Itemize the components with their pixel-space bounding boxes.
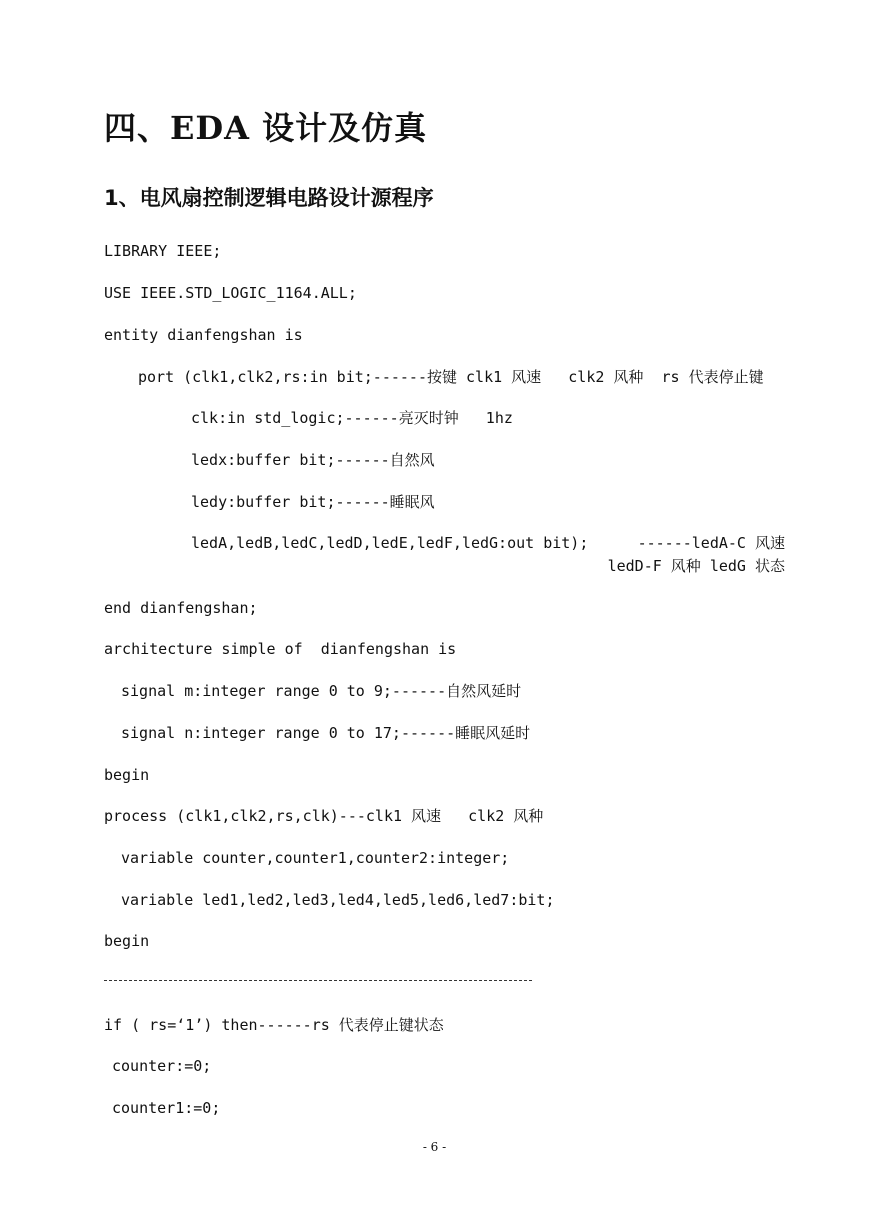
code-line: variable led1,led2,led3,led4,led5,led6,led7:bit; [121,891,555,909]
code-comment: ledD-F 风种 ledG 状态 [607,557,785,575]
code-line: signal m:integer range 0 to 9;------自然风延时 [121,682,522,700]
code-line: if ( rs=‘1’) then------rs 代表停止键状态 [104,1016,444,1034]
code-line: process (clk1,clk2,rs,clk)---clk1 风速 clk2 风种 [104,807,544,825]
section-heading: 四、EDA 设计及仿真 [104,109,428,147]
code-line: ledx:buffer bit;------自然风 [191,451,435,469]
code-line: LIBRARY IEEE; [104,242,222,260]
code-line: ledA,ledB,ledC,ledD,ledE,ledF,ledG:out bit); [191,534,589,552]
page-number: - 6 - [422,1140,447,1154]
code-line: entity dianfengshan is [104,326,303,344]
code-line: USE IEEE.STD_LOGIC_1164.ALL; [104,284,357,302]
code-line: port (clk1,clk2,rs:in bit;------按键 clk1 风速 clk2 风种 rs 代表停止键 [138,368,764,386]
code-line: variable counter,counter1,counter2:integer; [121,849,510,867]
code-line: architecture simple of dianfengshan is [104,640,457,658]
code-line: counter:=0; [112,1057,212,1075]
separator-dashes [104,980,532,981]
code-comment: ------ledA-C 风速 [637,534,785,552]
code-line: ledy:buffer bit;------睡眠风 [191,493,435,511]
code-line: clk:in std_logic;------亮灭时钟 1hz [191,409,513,427]
code-line: begin [104,932,150,950]
subsection-heading: 1、电风扇控制逻辑电路设计源程序 [104,186,434,210]
code-line: end dianfengshan; [104,599,258,617]
code-line: signal n:integer range 0 to 17;------睡眠风延时 [121,724,531,742]
code-line: counter1:=0; [112,1099,221,1117]
code-line: begin [104,766,150,784]
